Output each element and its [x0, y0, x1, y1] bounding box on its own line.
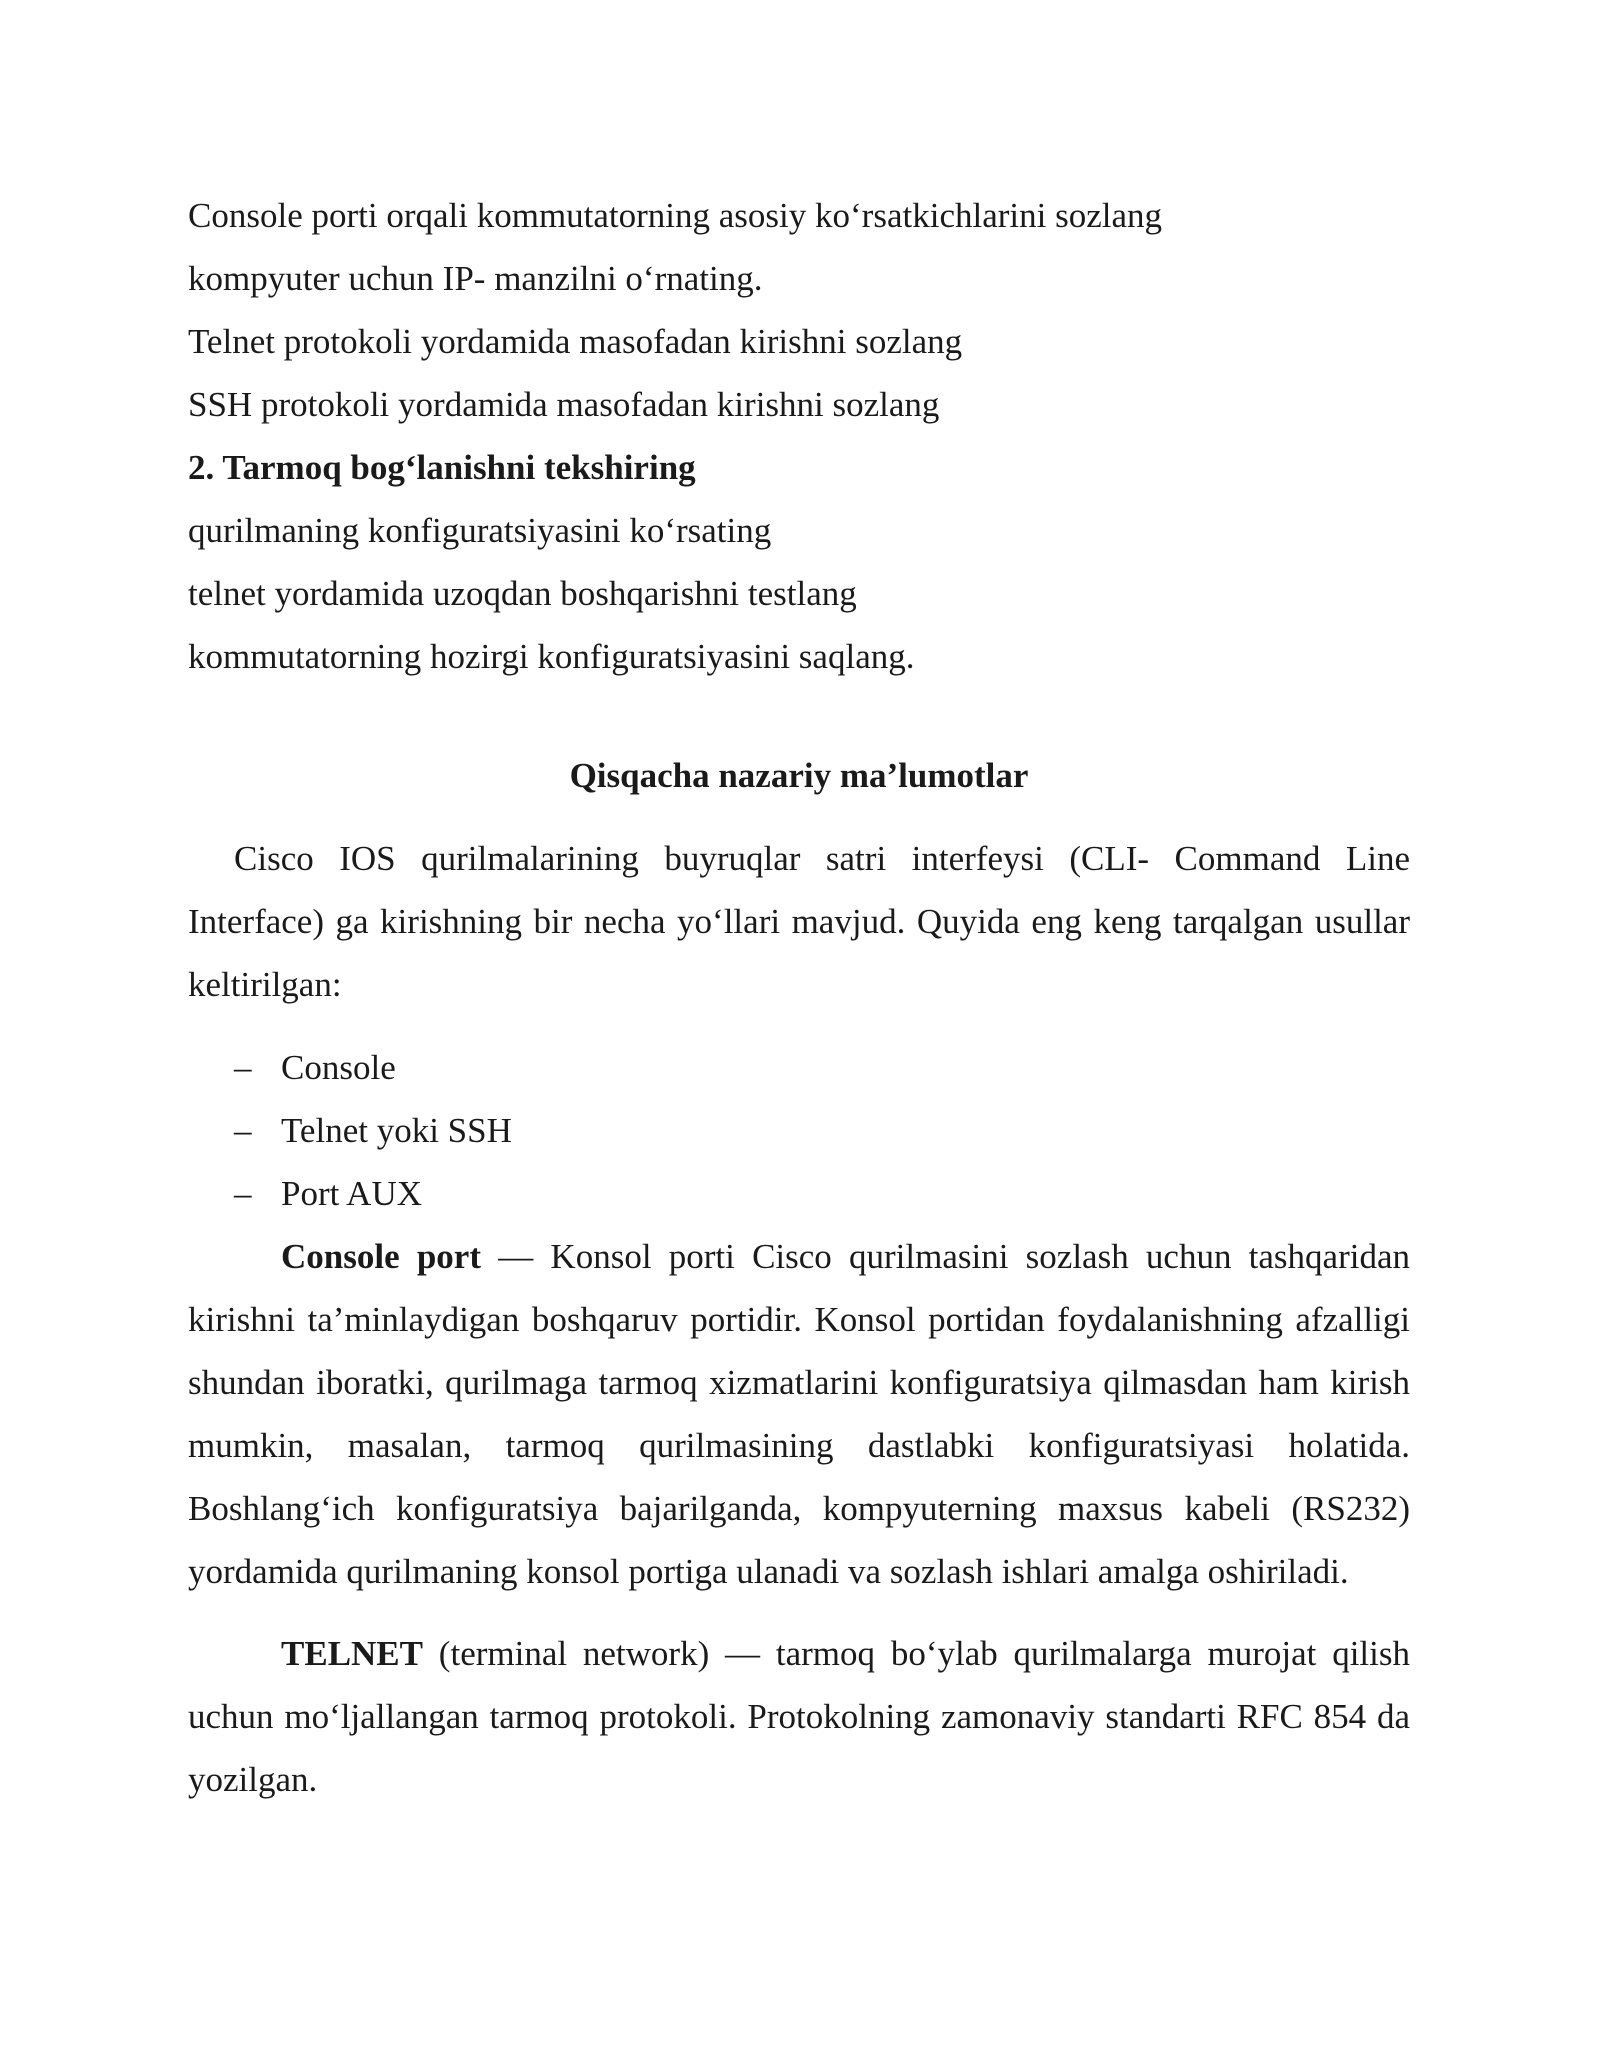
telnet-paragraph [188, 1622, 1410, 1811]
task-line: qurilmaning konfiguratsiyasini ko‘rsating [188, 511, 772, 550]
list-dash: – [234, 1174, 252, 1213]
list-dash: – [234, 1111, 252, 1150]
task-line: telnet yordamida uzoqdan boshqarishni testlang [188, 574, 857, 613]
console-port-paragraph [188, 1225, 1410, 1603]
theory-heading: Qisqacha nazariy ma’lumotlar [569, 756, 1029, 795]
telnet-text: (terminal network) — tarmoq bo‘ylab qurilmalarga murojat qilish uchun mo‘ljallangan tarmoq protokoli. Protokolning zamonaviy standarti RFC 854 da yozilgan. [188, 1634, 1410, 1799]
section-2-title: 2. Tarmoq bog‘lanishni tekshiring [188, 448, 696, 487]
section-2-tasks [188, 499, 1410, 688]
list-dash: – [234, 1048, 252, 1087]
telnet-term: TELNET [281, 1634, 423, 1673]
list-item [188, 1162, 1410, 1225]
page-content [188, 184, 1410, 1811]
task-line: SSH protokoli yordamida masofadan kirishni sozlang [188, 385, 940, 424]
task-line: kommutatorning hozirgi konfiguratsiyasini saqlang. [188, 637, 915, 676]
theory-intro-paragraph: Cisco IOS qurilmalarining buyruqlar satri interfeysi (CLI- Command Line Interface) ga kirishning bir necha yo‘llari mavjud. Quyida eng keng tarqalgan usullar keltirilgan: [188, 839, 1410, 1004]
list-item [188, 1099, 1410, 1162]
access-methods-list [188, 1036, 1410, 1225]
list-item-label: Port AUX [281, 1174, 422, 1213]
task-list [188, 184, 1410, 436]
list-item [188, 1036, 1410, 1099]
list-item-label: Console [281, 1048, 396, 1087]
list-item-label: Telnet yoki SSH [281, 1111, 512, 1150]
console-port-term: Console port [281, 1237, 481, 1276]
task-line: Console porti orqali kommutatorning asosiy ko‘rsatkichlarini sozlang [188, 196, 1163, 235]
task-line: Telnet protokoli yordamida masofadan kirishni sozlang [188, 322, 963, 361]
task-line: kompyuter uchun IP- manzilni o‘rnating. [188, 259, 763, 298]
console-port-text: — Konsol porti Cisco qurilmasini sozlash uchun tashqaridan kirishni ta’minlaydigan boshqaruv portidir. Konsol portidan foydalanishning afzalligi shundan iboratki, qurilmaga tarmoq xizmatlarini konfiguratsiya qilmasdan ham kirish mumkin, masalan, tarmoq qurilmasining dastlabki konfiguratsiyasi holatida. Boshlang‘ich konfiguratsiya bajarilganda, kompyuterning maxsus kabeli (RS232) yordamida qurilmaning konsol portiga ulanadi va sozlash ishlari amalga oshiriladi. [188, 1237, 1410, 1591]
